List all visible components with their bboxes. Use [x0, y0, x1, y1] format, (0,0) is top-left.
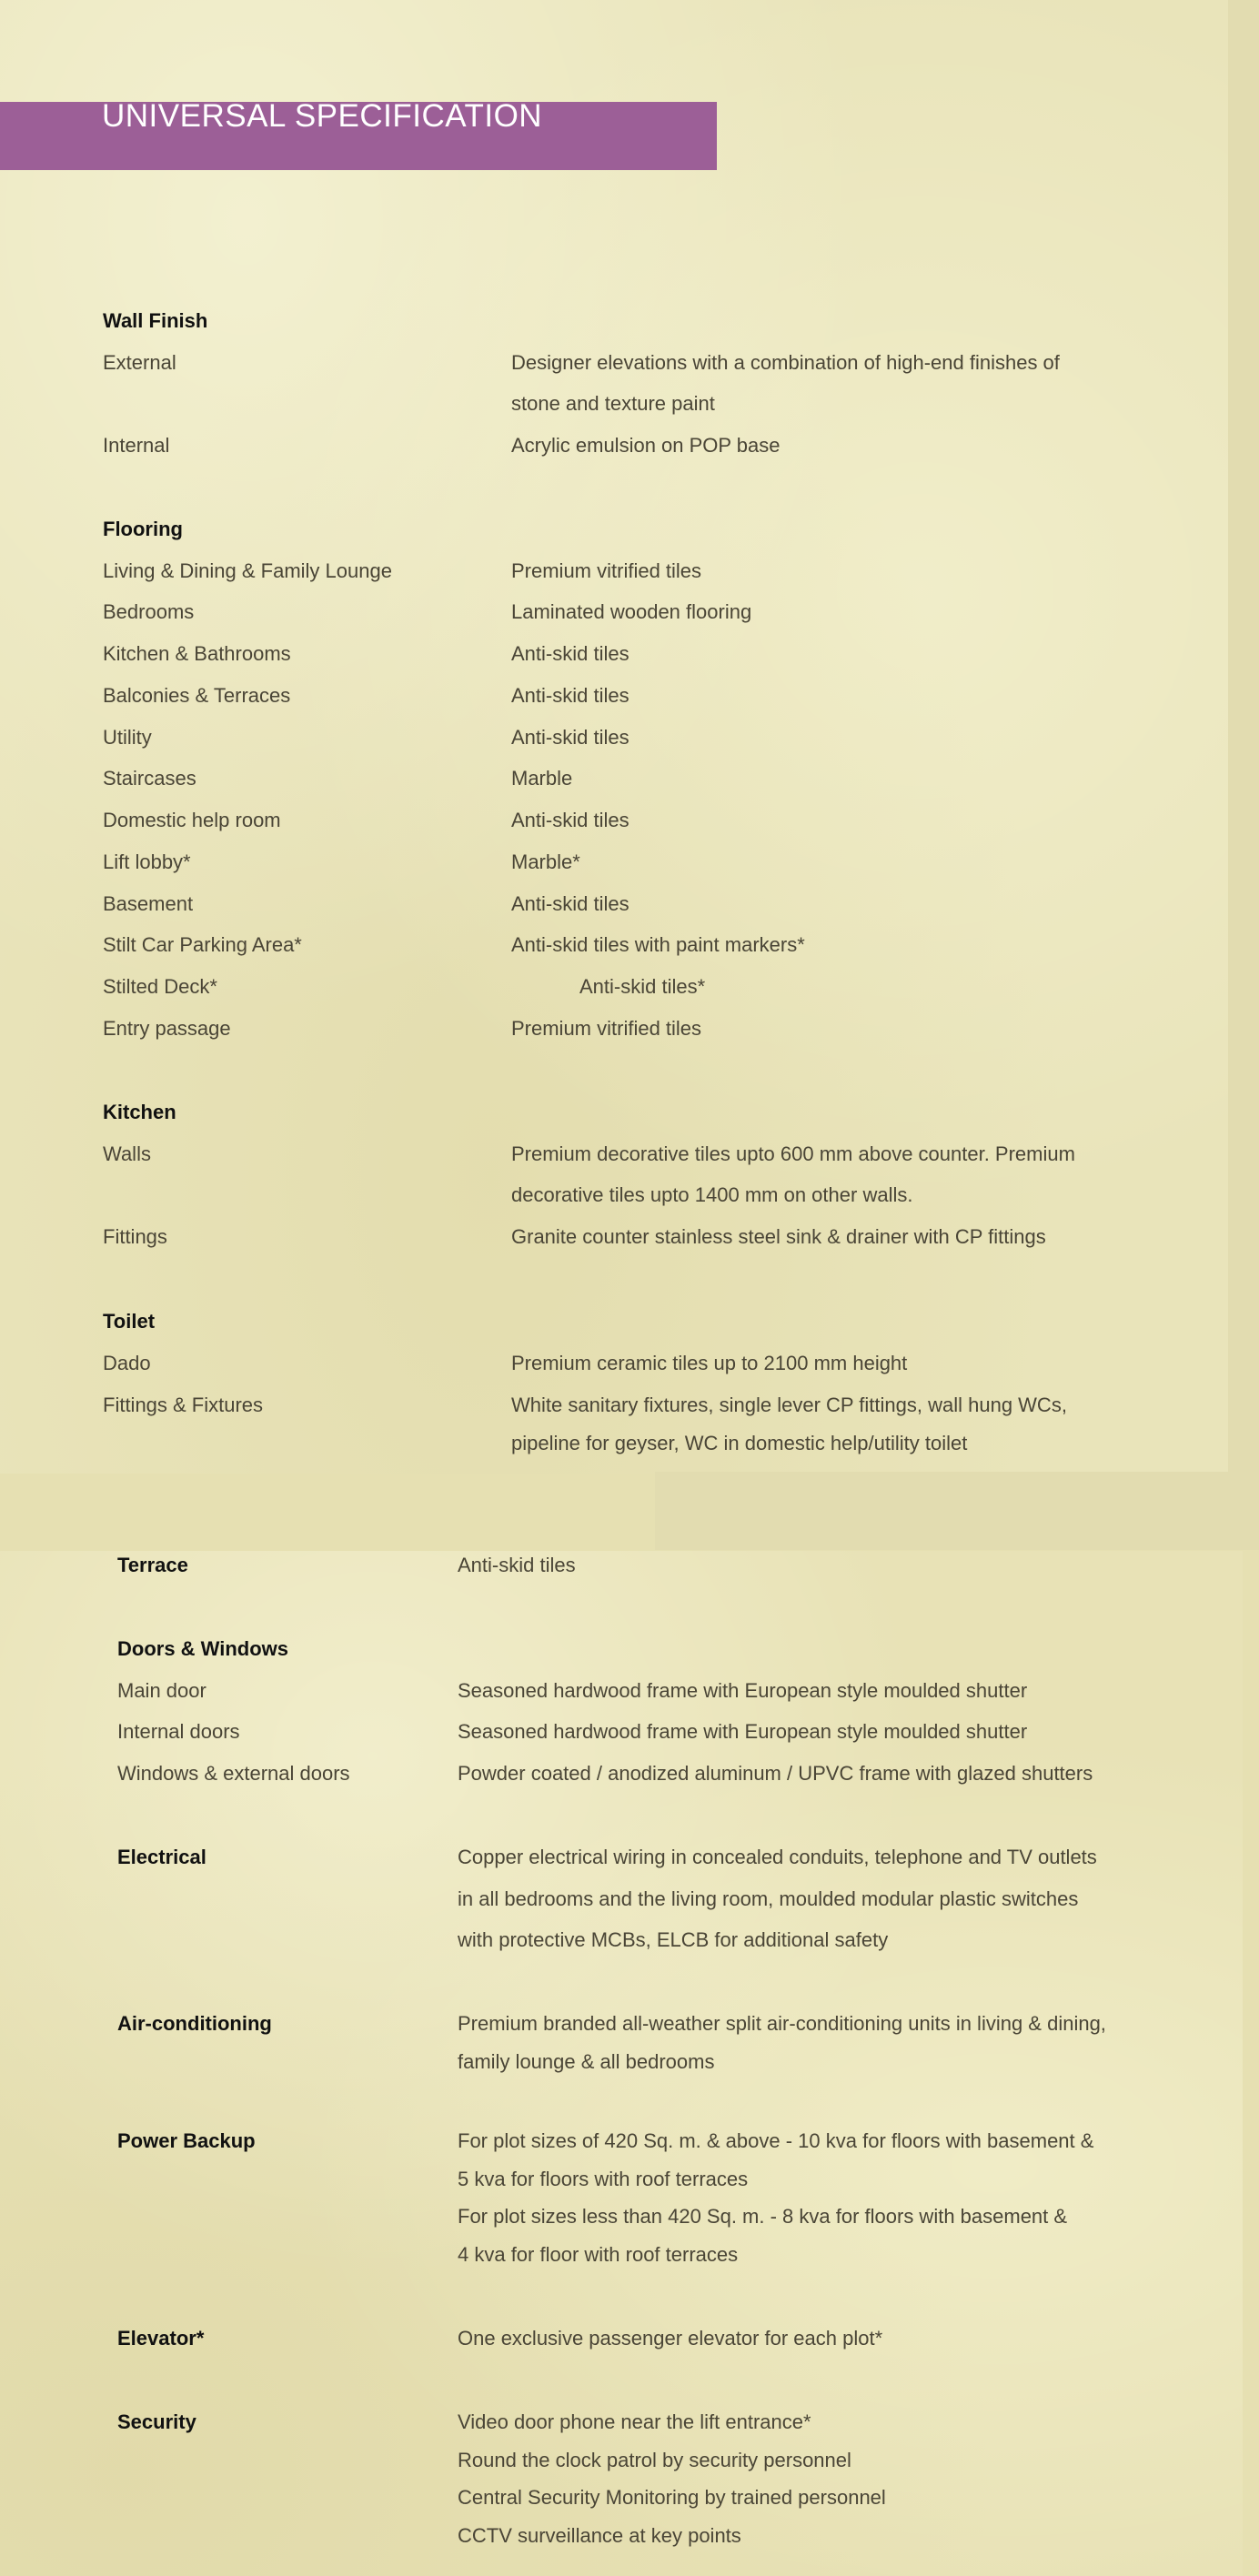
spec-value: White sanitary fixtures, single lever CP fittings, wall hung WCs,: [511, 1394, 1067, 1416]
spec-label: Bedrooms: [103, 600, 195, 623]
spec-value: Premium branded all-weather split air-conditioning units in living & dining,: [458, 2012, 1106, 2035]
section-heading-wall-finish: Wall Finish: [103, 309, 208, 332]
spec-label: Basement: [103, 892, 194, 915]
spec-value: For plot sizes of 420 Sq. m. & above - 10 kva for floors with basement &: [458, 2129, 1094, 2152]
section-heading-electrical: Electrical: [117, 1846, 206, 1868]
spec-value: Anti-skid tiles: [511, 892, 630, 915]
spec-value: Marble: [511, 767, 573, 790]
spec-label: Living & Dining & Family Lounge: [103, 559, 392, 582]
spec-value: 4 kva for floor with roof terraces: [458, 2243, 739, 2266]
spec-label: External: [103, 351, 176, 374]
spec-value: Acrylic emulsion on POP base: [511, 434, 781, 457]
spec-value: Premium decorative tiles upto 600 mm above counter. Premium: [511, 1142, 1075, 1165]
spec-value: Anti-skid tiles with paint markers*: [511, 933, 805, 956]
spec-value: Anti-skid tiles: [511, 684, 630, 707]
spec-value: Anti-skid tiles*: [579, 975, 706, 998]
spec-label: Windows & external doors: [117, 1762, 350, 1785]
spec-label: Fittings: [103, 1225, 167, 1248]
spec-label: Internal doors: [117, 1720, 240, 1743]
page-title: UNIVERSAL SPECIFICATION: [102, 98, 543, 134]
spec-label: Lift lobby*: [103, 850, 191, 873]
spec-value: stone and texture paint: [511, 392, 715, 415]
spec-value: Granite counter stainless steel sink & drainer with CP fittings: [511, 1225, 1046, 1248]
spec-label: Kitchen & Bathrooms: [103, 642, 291, 665]
page-edge: [1228, 0, 1259, 1474]
spec-value: pipeline for geyser, WC in domestic help/utility toilet: [511, 1432, 968, 1454]
spec-label: Internal: [103, 434, 170, 457]
spec-value: Round the clock patrol by security personnel: [458, 2449, 851, 2471]
spec-label: Utility: [103, 726, 152, 749]
spec-label: Fittings & Fixtures: [103, 1394, 264, 1416]
spec-value: in all bedrooms and the living room, moulded modular plastic switches: [458, 1887, 1079, 1910]
spec-label: Main door: [117, 1679, 206, 1702]
spec-value: Seasoned hardwood frame with European style moulded shutter: [458, 1720, 1028, 1743]
section-heading-terrace: Terrace: [117, 1554, 188, 1576]
section-heading-power-backup: Power Backup: [117, 2129, 256, 2152]
spec-label: Domestic help room: [103, 809, 281, 831]
spec-value: 5 kva for floors with roof terraces: [458, 2168, 749, 2190]
spec-value: Laminated wooden flooring: [511, 600, 752, 623]
section-heading-elevator: Elevator*: [117, 2327, 205, 2350]
spec-label: Walls: [103, 1142, 151, 1165]
spec-label: Entry passage: [103, 1017, 231, 1040]
spec-value: Designer elevations with a combination of high-end finishes of: [511, 351, 1060, 374]
section-heading-security: Security: [117, 2410, 196, 2433]
spec-label: Balconies & Terraces: [103, 684, 291, 707]
spec-label: Dado: [103, 1352, 151, 1374]
section-heading-doors-windows: Doors & Windows: [117, 1637, 289, 1660]
spec-value: For plot sizes less than 420 Sq. m. - 8 kva for floors with basement &: [458, 2205, 1068, 2228]
section-heading-air-conditioning: Air-conditioning: [117, 2012, 272, 2035]
spec-value: CCTV surveillance at key points: [458, 2524, 741, 2547]
section-heading-kitchen: Kitchen: [103, 1101, 176, 1123]
spec-label: Staircases: [103, 767, 196, 790]
spec-value: Marble*: [511, 850, 580, 873]
spec-value: family lounge & all bedrooms: [458, 2050, 715, 2073]
spec-value: Video door phone near the lift entrance*: [458, 2410, 811, 2433]
spec-value: Premium ceramic tiles up to 2100 mm height: [511, 1352, 908, 1374]
spec-value: One exclusive passenger elevator for each plot*: [458, 2327, 883, 2350]
spec-value: with protective MCBs, ELCB for additional safety: [458, 1928, 889, 1951]
page-gap: [655, 1472, 1259, 1550]
spec-value: Anti-skid tiles: [511, 726, 630, 749]
spec-value: Seasoned hardwood frame with European style moulded shutter: [458, 1679, 1028, 1702]
spec-value: Central Security Monitoring by trained personnel: [458, 2486, 886, 2509]
spec-value: Anti-skid tiles: [511, 642, 630, 665]
spec-label: Stilt Car Parking Area*: [103, 933, 302, 956]
spec-value: Premium vitrified tiles: [511, 1017, 702, 1040]
spec-label: Stilted Deck*: [103, 975, 217, 998]
spec-value: Copper electrical wiring in concealed conduits, telephone and TV outlets: [458, 1846, 1097, 1868]
spec-value: Anti-skid tiles: [511, 809, 630, 831]
spec-value: Premium vitrified tiles: [511, 559, 702, 582]
section-heading-flooring: Flooring: [103, 518, 183, 540]
spec-value: decorative tiles upto 1400 mm on other walls.: [511, 1183, 913, 1206]
spec-value: Powder coated / anodized aluminum / UPVC frame with glazed shutters: [458, 1762, 1093, 1785]
section-heading-toilet: Toilet: [103, 1310, 156, 1333]
spec-value: Anti-skid tiles: [458, 1554, 576, 1576]
